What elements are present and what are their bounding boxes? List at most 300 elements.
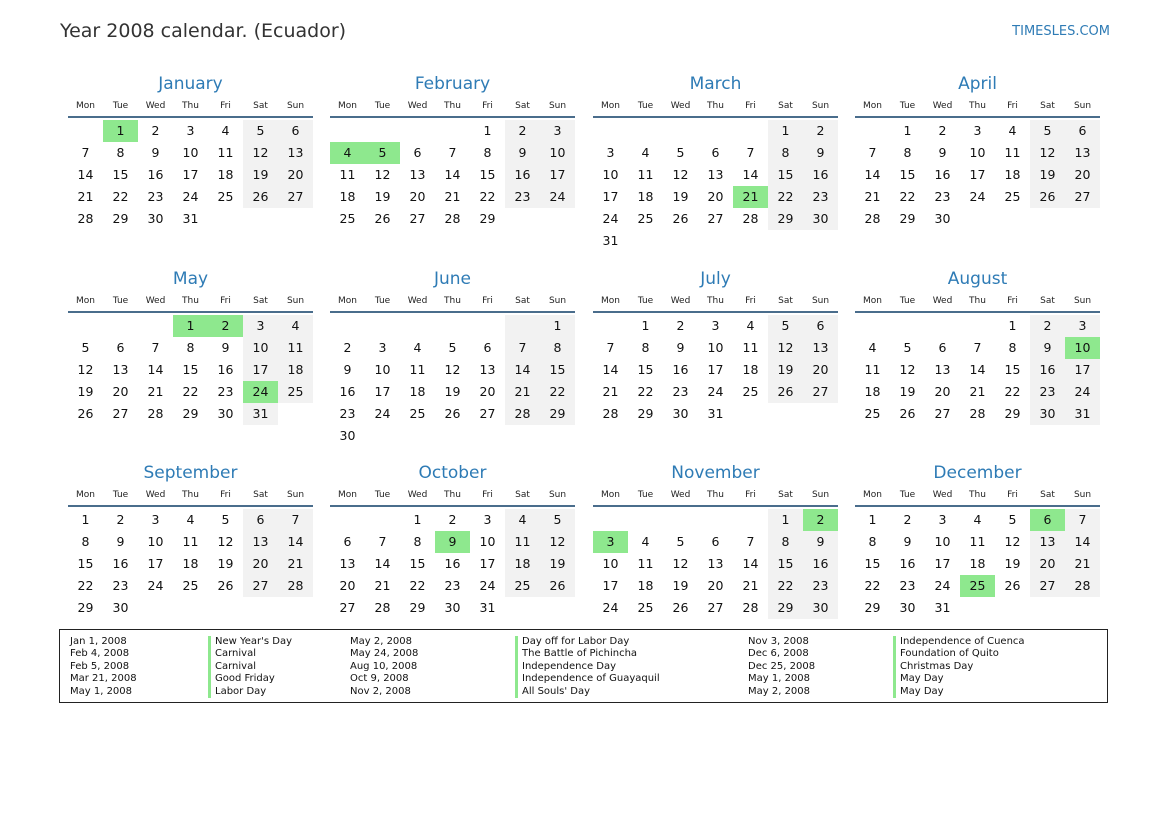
day-cell: 24 <box>147 578 164 593</box>
month-august <box>855 270 1100 425</box>
day-cell: 31 <box>243 403 278 425</box>
month-name: August <box>947 269 1008 289</box>
day-cell: 28 <box>602 406 619 421</box>
day-cell: 26 <box>444 406 461 421</box>
day-cell: 1 <box>483 123 492 138</box>
day-cell: 16 <box>803 553 838 575</box>
empty-cell <box>890 315 925 337</box>
empty-cell <box>768 230 803 252</box>
weekday-header <box>330 291 575 313</box>
day-cell: 30 <box>934 211 951 226</box>
day-cell: 4 <box>973 512 982 527</box>
weekday-label: Mon <box>76 296 95 306</box>
weekday-label: Wed <box>407 296 428 306</box>
weekday-label: Fri <box>220 490 231 500</box>
day-cell: 8 <box>116 145 125 160</box>
day-cell: 2 <box>903 512 912 527</box>
month-september <box>68 464 313 619</box>
day-cell: 1 <box>1008 318 1017 333</box>
empty-cell <box>138 597 173 619</box>
weekday-label: Mon <box>76 101 95 111</box>
day-cell: 27 <box>409 211 426 226</box>
day-cell: 7 <box>448 145 457 160</box>
day-cell: 23 <box>1030 381 1065 403</box>
weekday-header <box>855 485 1100 507</box>
day-cell: 3 <box>1065 315 1100 337</box>
empty-cell <box>400 315 435 337</box>
empty-cell <box>540 597 575 619</box>
day-cell: 24 <box>374 406 391 421</box>
day-cell: 12 <box>374 167 391 182</box>
day-cell: 23 <box>339 406 356 421</box>
day-cell: 12 <box>540 531 575 553</box>
day-cell: 23 <box>505 186 540 208</box>
day-cell: 13 <box>339 556 356 571</box>
day-cell: 29 <box>1004 406 1021 421</box>
empty-cell <box>243 208 278 230</box>
month-january <box>68 75 313 230</box>
day-cell: 10 <box>1065 337 1100 359</box>
day-cell: 25 <box>960 575 995 597</box>
day-cell: 22 <box>479 189 496 204</box>
day-cell: 19 <box>243 164 278 186</box>
weekday-label: Mon <box>863 101 882 111</box>
day-grid <box>68 315 313 425</box>
weekday-label: Sat <box>1040 296 1055 306</box>
empty-cell <box>663 120 698 142</box>
month-april <box>855 75 1100 230</box>
weekday-label: Fri <box>220 296 231 306</box>
day-cell: 23 <box>934 189 951 204</box>
legend-date: Aug 10, 2008 <box>350 660 418 672</box>
day-cell: 26 <box>1030 186 1065 208</box>
empty-cell <box>733 509 768 531</box>
weekday-label: Tue <box>374 101 391 111</box>
day-cell: 14 <box>505 359 540 381</box>
day-cell: 15 <box>479 167 496 182</box>
day-cell: 10 <box>707 340 724 355</box>
day-cell: 23 <box>444 578 461 593</box>
day-cell: 8 <box>641 340 650 355</box>
day-cell: 30 <box>803 208 838 230</box>
day-cell: 5 <box>243 120 278 142</box>
day-cell: 26 <box>374 211 391 226</box>
page-title: Year 2008 calendar. (Ecuador) <box>60 20 347 42</box>
weekday-label: Sun <box>811 296 830 306</box>
day-cell: 8 <box>186 340 195 355</box>
day-cell: 19 <box>672 189 689 204</box>
empty-cell <box>435 315 470 337</box>
day-cell: 22 <box>77 578 94 593</box>
day-cell: 2 <box>448 512 457 527</box>
day-cell: 6 <box>711 145 720 160</box>
day-cell: 5 <box>1008 512 1017 527</box>
weekday-label: Sun <box>811 490 830 500</box>
day-cell: 3 <box>243 315 278 337</box>
empty-cell <box>365 509 400 531</box>
weekday-label: Tue <box>899 490 916 500</box>
day-cell: 31 <box>707 406 724 421</box>
day-cell: 7 <box>973 340 982 355</box>
day-cell: 17 <box>707 362 724 377</box>
day-cell: 5 <box>1030 120 1065 142</box>
day-cell: 11 <box>278 337 313 359</box>
day-cell: 25 <box>864 406 881 421</box>
day-cell: 29 <box>864 600 881 615</box>
day-grid <box>68 120 313 230</box>
day-cell: 3 <box>540 120 575 142</box>
month-name: September <box>143 463 238 483</box>
day-cell: 28 <box>77 211 94 226</box>
weekday-label: Tue <box>374 296 391 306</box>
empty-cell <box>855 315 890 337</box>
empty-cell <box>103 315 138 337</box>
day-cell: 22 <box>899 189 916 204</box>
weekday-header <box>593 96 838 118</box>
day-cell: 21 <box>733 186 768 208</box>
day-cell: 13 <box>479 362 496 377</box>
weekday-label: Sun <box>1073 490 1092 500</box>
weekday-label: Fri <box>482 101 493 111</box>
day-cell: 7 <box>606 340 615 355</box>
weekday-label: Thu <box>444 296 461 306</box>
day-cell: 13 <box>1030 531 1065 553</box>
day-cell: 7 <box>505 337 540 359</box>
day-cell: 17 <box>1065 359 1100 381</box>
empty-cell <box>593 315 628 337</box>
day-cell: 30 <box>112 600 129 615</box>
day-cell: 15 <box>409 556 426 571</box>
month-february <box>330 75 575 230</box>
weekday-label: Fri <box>482 490 493 500</box>
day-cell: 28 <box>444 211 461 226</box>
day-cell: 27 <box>479 406 496 421</box>
day-cell: 31 <box>182 211 199 226</box>
day-cell: 4 <box>221 123 230 138</box>
day-cell: 22 <box>182 384 199 399</box>
day-cell: 13 <box>112 362 129 377</box>
day-cell: 18 <box>637 189 654 204</box>
weekday-label: Tue <box>374 490 391 500</box>
day-cell: 1 <box>768 120 803 142</box>
empty-cell <box>628 230 663 252</box>
day-cell: 11 <box>969 534 986 549</box>
day-cell: 23 <box>899 578 916 593</box>
day-cell: 7 <box>746 145 755 160</box>
day-cell: 16 <box>934 167 951 182</box>
day-cell: 18 <box>969 556 986 571</box>
day-cell: 8 <box>1008 340 1017 355</box>
day-cell: 14 <box>864 167 881 182</box>
empty-cell <box>208 208 243 230</box>
weekday-label: Sat <box>253 101 268 111</box>
weekday-label: Wed <box>407 101 428 111</box>
weekday-label: Wed <box>932 490 953 500</box>
day-cell: 14 <box>444 167 461 182</box>
weekday-label: Tue <box>637 101 654 111</box>
empty-cell <box>278 597 313 619</box>
legend-date: May 24, 2008 <box>350 648 419 660</box>
day-cell: 4 <box>868 340 877 355</box>
day-cell: 24 <box>479 578 496 593</box>
day-cell: 2 <box>151 123 160 138</box>
weekday-label: Mon <box>338 101 357 111</box>
weekday-label: Tue <box>112 296 129 306</box>
legend-holiday-name: All Souls' Day <box>515 686 660 698</box>
legend-holiday-name: Independence Day <box>515 661 660 673</box>
day-cell: 15 <box>182 362 199 377</box>
weekday-label: Sun <box>286 490 305 500</box>
day-cell: 5 <box>221 512 230 527</box>
day-cell: 25 <box>278 381 313 403</box>
day-cell: 9 <box>505 142 540 164</box>
day-cell: 10 <box>147 534 164 549</box>
legend-date: Nov 3, 2008 <box>748 636 809 647</box>
day-cell: 5 <box>676 534 685 549</box>
day-cell: 18 <box>217 167 234 182</box>
day-cell: 4 <box>641 145 650 160</box>
day-cell: 30 <box>339 428 356 443</box>
day-grid <box>330 509 575 619</box>
weekday-label: Wed <box>670 296 691 306</box>
day-cell: 17 <box>479 556 496 571</box>
day-cell: 30 <box>217 406 234 421</box>
empty-cell <box>540 208 575 230</box>
day-cell: 21 <box>505 381 540 403</box>
month-name: June <box>433 269 472 289</box>
day-cell: 3 <box>378 340 387 355</box>
day-cell: 26 <box>768 381 803 403</box>
weekday-label: Thu <box>707 296 724 306</box>
legend-name-column <box>208 636 292 698</box>
day-cell: 29 <box>409 600 426 615</box>
weekday-label: Mon <box>338 490 357 500</box>
empty-cell <box>330 509 365 531</box>
legend-date: Dec 25, 2008 <box>748 660 816 672</box>
day-cell: 15 <box>768 553 803 575</box>
day-cell: 11 <box>1004 145 1021 160</box>
day-cell: 28 <box>864 211 881 226</box>
day-cell: 7 <box>151 340 160 355</box>
legend-date: May 1, 2008 <box>748 673 811 685</box>
weekday-label: Fri <box>745 490 756 500</box>
month-name: April <box>958 74 997 94</box>
day-cell: 8 <box>868 534 877 549</box>
day-cell: 17 <box>182 167 199 182</box>
day-cell: 13 <box>803 337 838 359</box>
legend-holiday-name: Carnival <box>208 648 292 660</box>
day-cell: 2 <box>676 318 685 333</box>
day-cell: 23 <box>672 384 689 399</box>
weekday-label: Sat <box>1040 101 1055 111</box>
day-cell: 23 <box>112 578 129 593</box>
day-cell: 21 <box>444 189 461 204</box>
day-cell: 1 <box>540 315 575 337</box>
day-cell: 21 <box>278 553 313 575</box>
day-cell: 29 <box>899 211 916 226</box>
empty-cell <box>365 425 400 447</box>
day-cell: 28 <box>969 406 986 421</box>
day-cell: 4 <box>330 142 365 164</box>
day-cell: 31 <box>479 600 496 615</box>
site-link[interactable]: TIMESLES.COM <box>1012 24 1110 39</box>
empty-cell <box>593 120 628 142</box>
empty-cell <box>330 120 365 142</box>
empty-cell <box>208 597 243 619</box>
legend-date-column <box>70 636 137 698</box>
day-cell: 15 <box>1004 362 1021 377</box>
empty-cell <box>733 230 768 252</box>
weekday-label: Tue <box>637 296 654 306</box>
weekday-label: Sat <box>1040 490 1055 500</box>
day-cell: 15 <box>768 164 803 186</box>
month-name: December <box>933 463 1022 483</box>
empty-cell <box>1065 597 1100 619</box>
day-cell: 6 <box>278 120 313 142</box>
day-cell: 28 <box>742 600 759 615</box>
legend-date: Feb 5, 2008 <box>70 660 130 672</box>
day-cell: 29 <box>77 600 94 615</box>
day-grid <box>593 120 838 252</box>
legend-date: May 1, 2008 <box>70 685 133 697</box>
day-cell: 16 <box>505 164 540 186</box>
weekday-label: Wed <box>670 101 691 111</box>
day-cell: 3 <box>186 123 195 138</box>
day-cell: 1 <box>173 315 208 337</box>
day-cell: 29 <box>768 208 803 230</box>
month-name: January <box>158 74 223 94</box>
empty-cell <box>138 315 173 337</box>
month-march <box>593 75 838 252</box>
day-cell: 3 <box>938 512 947 527</box>
day-cell: 26 <box>243 186 278 208</box>
day-cell: 12 <box>444 362 461 377</box>
day-cell: 11 <box>182 534 199 549</box>
empty-cell <box>698 120 733 142</box>
day-cell: 11 <box>742 340 759 355</box>
legend-holiday-name: Carnival <box>208 661 292 673</box>
legend-holiday-name: Day off for Labor Day <box>515 636 660 648</box>
empty-cell <box>1030 597 1065 619</box>
weekday-label: Sat <box>253 296 268 306</box>
empty-cell <box>68 120 103 142</box>
legend-date: May 2, 2008 <box>350 636 413 647</box>
day-cell: 27 <box>803 381 838 403</box>
day-cell: 9 <box>938 145 947 160</box>
empty-cell <box>995 208 1030 230</box>
day-cell: 16 <box>444 556 461 571</box>
legend-holiday-name: Foundation of Quito <box>893 648 1025 660</box>
legend-date: Dec 6, 2008 <box>748 648 809 660</box>
day-cell: 20 <box>934 384 951 399</box>
day-cell: 12 <box>768 337 803 359</box>
weekday-header <box>68 96 313 118</box>
day-cell: 23 <box>147 189 164 204</box>
day-cell: 24 <box>934 578 951 593</box>
day-cell: 21 <box>374 578 391 593</box>
weekday-label: Sat <box>778 490 793 500</box>
day-cell: 1 <box>768 509 803 531</box>
day-cell: 4 <box>505 509 540 531</box>
day-cell: 3 <box>483 512 492 527</box>
day-cell: 9 <box>116 534 125 549</box>
weekday-label: Sat <box>515 490 530 500</box>
legend-holiday-name: Labor Day <box>208 686 292 698</box>
day-cell: 29 <box>112 211 129 226</box>
month-october <box>330 464 575 619</box>
legend-name-column <box>893 636 1025 698</box>
weekday-header <box>855 96 1100 118</box>
day-cell: 19 <box>768 359 803 381</box>
day-cell: 6 <box>116 340 125 355</box>
day-cell: 10 <box>182 145 199 160</box>
empty-cell <box>435 120 470 142</box>
day-cell: 9 <box>221 340 230 355</box>
day-cell: 30 <box>1030 403 1065 425</box>
day-cell: 12 <box>1004 534 1021 549</box>
empty-cell <box>733 403 768 425</box>
day-cell: 17 <box>147 556 164 571</box>
day-cell: 12 <box>217 534 234 549</box>
weekday-label: Sat <box>778 296 793 306</box>
day-cell: 2 <box>505 120 540 142</box>
day-cell: 20 <box>278 164 313 186</box>
day-cell: 14 <box>374 556 391 571</box>
day-cell: 1 <box>903 123 912 138</box>
weekday-label: Wed <box>145 490 166 500</box>
weekday-label: Thu <box>182 490 199 500</box>
day-cell: 27 <box>707 211 724 226</box>
day-cell: 23 <box>803 186 838 208</box>
day-cell: 25 <box>637 600 654 615</box>
empty-cell <box>803 230 838 252</box>
day-cell: 20 <box>1065 164 1100 186</box>
day-cell: 7 <box>1065 509 1100 531</box>
day-cell: 22 <box>768 575 803 597</box>
legend-date: May 2, 2008 <box>748 685 811 697</box>
weekday-label: Fri <box>1007 490 1018 500</box>
day-cell: 15 <box>864 556 881 571</box>
month-name: October <box>418 463 487 483</box>
month-name: March <box>689 74 742 94</box>
legend-name-column <box>515 636 660 698</box>
day-cell: 4 <box>278 315 313 337</box>
weekday-label: Sat <box>515 296 530 306</box>
day-cell: 21 <box>602 384 619 399</box>
day-cell: 24 <box>602 211 619 226</box>
empty-cell <box>628 509 663 531</box>
day-cell: 23 <box>803 575 838 597</box>
day-cell: 14 <box>742 167 759 182</box>
empty-cell <box>505 315 540 337</box>
day-cell: 28 <box>1065 575 1100 597</box>
day-cell: 11 <box>505 531 540 553</box>
day-cell: 29 <box>182 406 199 421</box>
day-cell: 28 <box>374 600 391 615</box>
empty-cell <box>663 230 698 252</box>
day-cell: 18 <box>182 556 199 571</box>
month-june <box>330 270 575 447</box>
day-cell: 22 <box>768 186 803 208</box>
day-cell: 19 <box>672 578 689 593</box>
day-cell: 1 <box>413 512 422 527</box>
legend-holiday-name: Good Friday <box>208 673 292 685</box>
legend-date: Jan 1, 2008 <box>70 636 127 647</box>
weekday-label: Mon <box>601 101 620 111</box>
day-cell: 19 <box>77 384 94 399</box>
weekday-label: Wed <box>407 490 428 500</box>
day-cell: 27 <box>1030 575 1065 597</box>
